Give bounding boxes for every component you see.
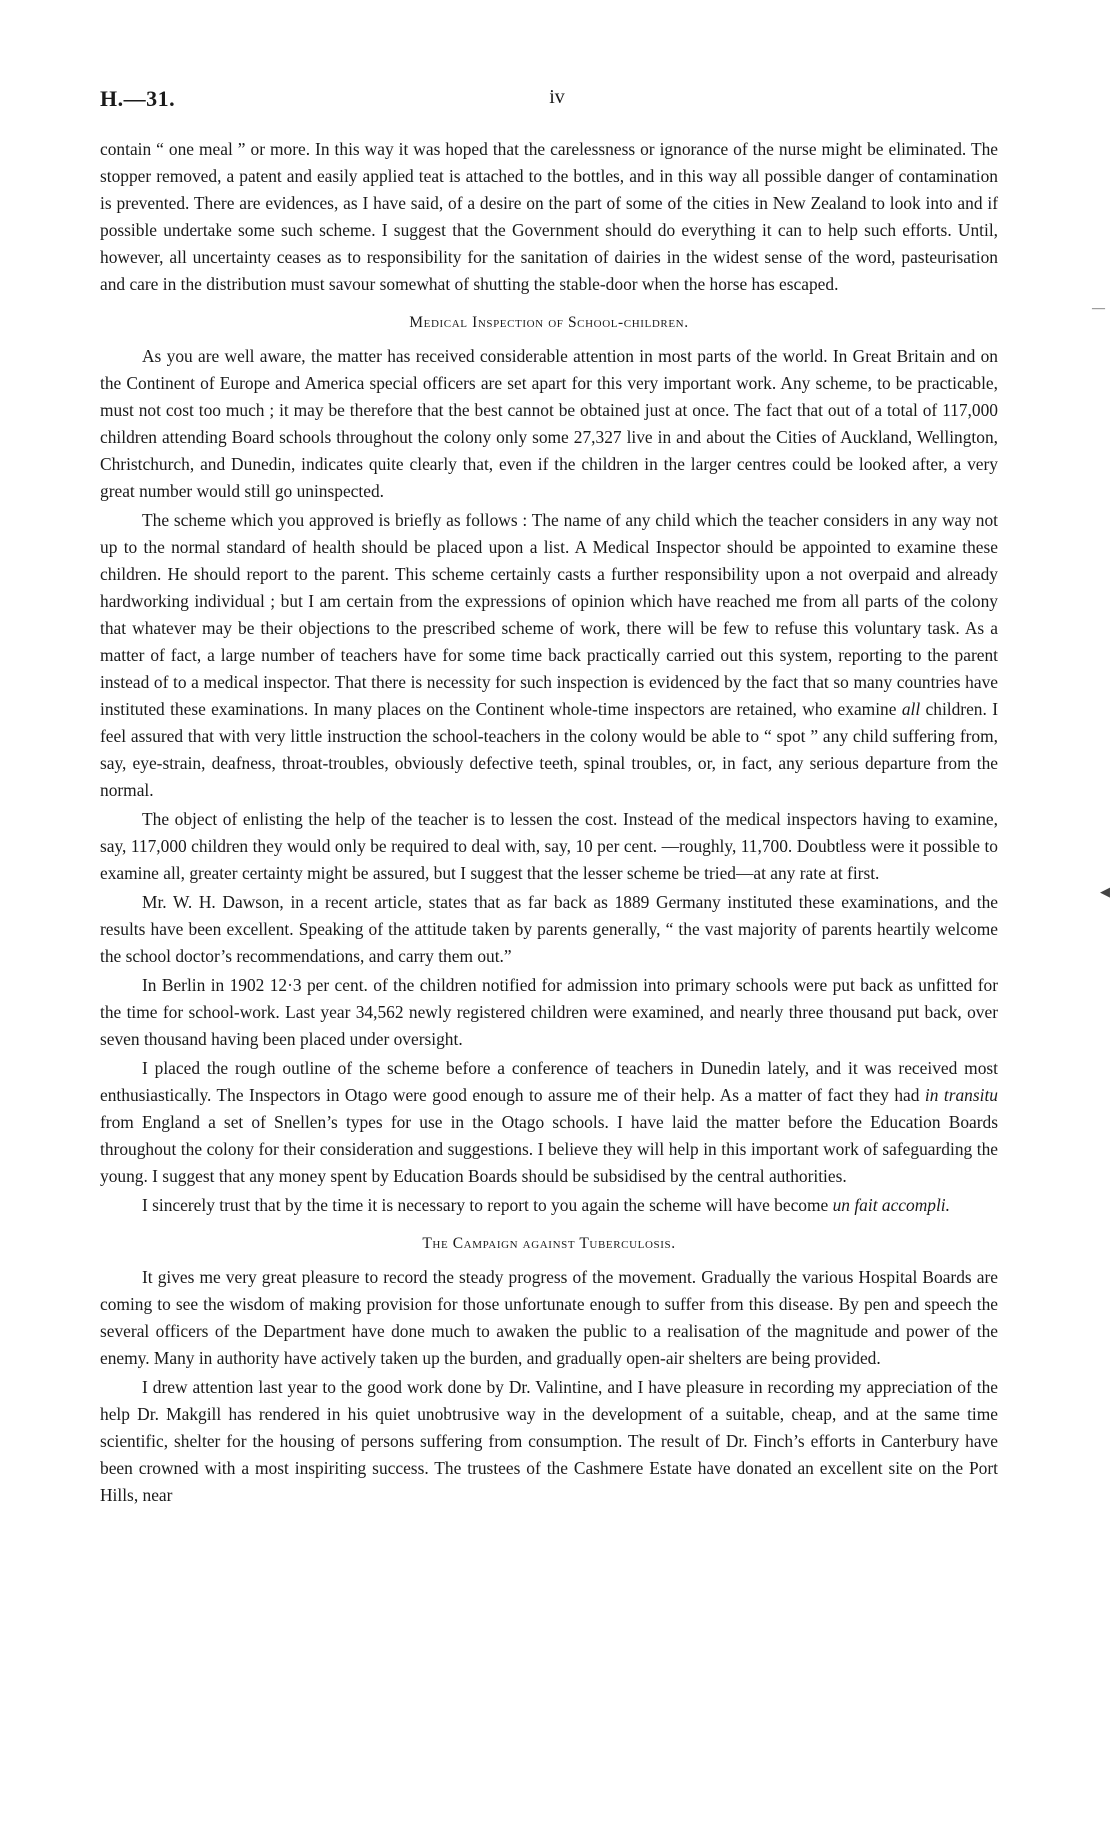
paragraph: I drew attention last year to the good work done by Dr. Valintine, and I have pleasure in recording my appreciation of the help Dr. Makgill has rendered in his quiet unobtrusive way in the development of a suitable, cheap, and at the same time scientific, shelter for the housing of persons suffering from consumption. The result of Dr. Finch’s efforts in Canterbury have been crowned with a most inspiriting success. The trustees of the Cashmere Estate have donated an excellent site on the Port Hills, near xyxy=(100,1377,998,1505)
paragraph: As you are well aware, the matter has received considerable attention in most parts of the world. In Great Britain and on the Continent of Europe and America special officers are set apart for this very important work. Any scheme, to be practicable, must not cost too much ; it may be therefore that the best cannot be obtained just at once. The fact that out of a total of 117,000 children attending Board schools throughout the colony only some 27,327 live in and about the Cities of Auckland, Wellington, Christchurch, and Dunedin, indicates quite clearly that, even if the children in the larger centres could be looked after, a very great number would still go uninspected. xyxy=(100,346,998,501)
margin-mark-icon: — xyxy=(1092,300,1105,315)
paragraph: I placed the rough outline of the scheme before a conference of teachers in Dunedin lately, and it was received most enthusiastically. The Inspectors in Otago were good enough to assure me of their help. As a matter of fact they had in transitu from England a set of Snellen’s types for use in the Otago schools. I have laid the matter before the Education Boards throughout the colony for their consideration and suggestions. I believe they will help in this important work of safeguarding the young. I suggest that any money spent by Education Boards should be subsidised by the central authorities. xyxy=(100,1058,998,1186)
paragraph: I sincerely trust that by the time it is necessary to report to you again the scheme will have become un fait accompli. xyxy=(142,1195,950,1215)
paragraph: contain “ one meal ” or more. In this way it was hoped that the carelessness or ignorance of the nurse might be eliminated. The stopper removed, a patent and easily applied teat is attached to the bottles, and in this way all possible danger of contamination is prevented. There are evidences, as I have said, of a desire on the part of some of the cities in New Zealand to look into and if possible undertake some such scheme. I suggest that the Government should do everything it can to help such efforts. Until, however, all uncertainty ceases as to responsibility for the sanitation of dairies in the widest sense of the word, pasteurisation and care in the distribution must savour somewhat of shutting the stable-door when the horse has escaped. xyxy=(100,139,998,294)
paragraph: It gives me very great pleasure to record the steady progress of the movement. Gradually the various Hospital Boards are coming to see the wisdom of making provision for those unfortunate enough to suffer from this disease. By pen and speech the several officers of the Department have done much to awaken the public to a realisation of the magnitude and power of the enemy. Many in authority have actively taken up the burden, and gradually open-air shelters are being provided. xyxy=(100,1267,998,1368)
paragraph: Mr. W. H. Dawson, in a recent article, states that as far back as 1889 Germany instituted these examinations, and the results have been excellent. Speaking of the attitude taken by parents generally, “ the vast majority of parents heartily welcome the school doctor’s recommendations, and carry them out.” xyxy=(100,892,998,966)
paragraph: In Berlin in 1902 12·3 per cent. of the children notified for admission into primary schools were put back as unfitted for the time for school-work. Last year 34,562 newly registered children were examined, and nearly three thousand put back, over seven thousand having been placed under oversight. xyxy=(100,975,998,1049)
page-header xyxy=(100,86,1014,116)
italic-text: all xyxy=(901,699,921,719)
italic-text: un fait accompli. xyxy=(832,1195,950,1215)
italic-text: in transitu xyxy=(924,1085,998,1105)
section-heading: The Campaign against Tuberculosis. xyxy=(422,1235,676,1252)
document-reference: H.—31. xyxy=(100,86,176,111)
margin-arrow-icon: ◀ xyxy=(1100,884,1110,899)
body-text xyxy=(100,136,998,1509)
section-heading: Medical Inspection of School-children. xyxy=(409,314,689,331)
paragraph: The object of enlisting the help of the teacher is to lessen the cost. Instead of the medical inspectors having to examine, say, 117,000 children they would only be required to deal with, say, 10 per cent. —roughly, 11,700. Doubtless were it possible to examine all, greater certainty might be assured, but I suggest that the lesser scheme be tried—at any rate at first. xyxy=(100,809,998,883)
page-number: iv xyxy=(549,86,565,108)
paragraph: The scheme which you approved is briefly as follows : The name of any child which the teacher considers in any way not up to the normal standard of health should be placed upon a list. A Medical Inspector should be appointed to examine these children. He should report to the parent. This scheme certainly casts a further responsibility upon a not overpaid and already hardworking individual ; but I am certain from the expressions of opinion which have reached me from all parts of the colony that whatever may be their objections to the prescribed scheme of work, there will be few to refuse this voluntary task. As a matter of fact, a large number of teachers have for some time back practically carried out this system, reporting to the parent instead of to a medical inspector. That there is necessity for such inspection is evidenced by the fact that so many countries have instituted these examinations. In many places on the Continent whole-time inspectors are retained, who examine all children. I feel assured that with very little instruction the school-teachers in the colony would be able to “ spot ” any child suffering from, say, eye-strain, deafness, throat-troubles, obviously defective teeth, spinal troubles, or, in fact, any serious departure from the normal. xyxy=(100,510,998,800)
